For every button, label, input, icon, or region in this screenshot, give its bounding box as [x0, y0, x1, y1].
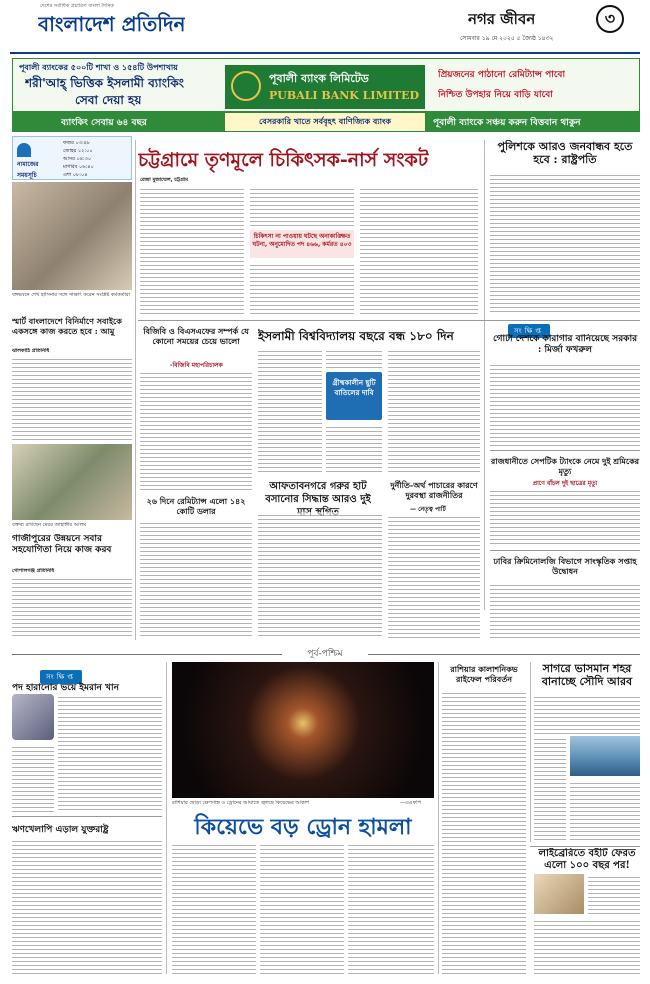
- islamic-body-col1: [258, 348, 322, 474]
- ad-right-line1: প্রিয়জনের পাঠানো রেমিট্যান্স পাবো: [438, 70, 566, 80]
- ad-left-line1: পূবালী ব্যাংকের ৫০০টি শাখা ও ১৫৪টি উপশাখায়: [19, 63, 178, 72]
- president-photo[interactable]: [12, 182, 132, 290]
- page-number: ৩: [596, 5, 624, 33]
- lead-byline: রেজা মুজাম্মেল, চট্টগ্রাম: [140, 177, 189, 183]
- smart-headline[interactable]: স্মার্ট বাংলাদেশে বিনির্মাণে সবাইকে একসঙ্গে কাজ করতে হবে : আমু: [12, 316, 122, 336]
- ad-right-line2: নিশ্চিত উপহার নিয়ে বাড়ি যাবো: [438, 90, 553, 100]
- prayer-row: এশা ০৮:০৪: [63, 172, 88, 178]
- islamic-body-col4: [388, 348, 480, 474]
- region-divider-left: [12, 654, 282, 655]
- saudi-body-2: [534, 736, 566, 840]
- fakhrul-headline[interactable]: গোটা দেশকে কারাগার বানিয়েছে সরকার : মির্জা ফখরুল: [492, 334, 638, 355]
- kiev-body-col2: [260, 842, 344, 974]
- bank-logo: [225, 65, 425, 109]
- ad-bottom-left: ব্যাংকিং সেবায় ৬৪ বছর: [61, 118, 147, 128]
- corruption-headline[interactable]: দুর্নীতি-অর্থ পাচারের কারণে দুরবস্থা রাজনীতির: [390, 480, 478, 500]
- bank-name-bn: পূবালী ব্যাংক লিমিটেড: [269, 72, 369, 85]
- russia-body: [442, 690, 526, 974]
- lead-body-col3: [250, 262, 354, 316]
- saudi-headline[interactable]: সাগরে ভাসমান শহর বানাচ্ছে সৌদি আরব: [541, 662, 633, 688]
- aftabnagar-headline[interactable]: আফতাবনগরে গরুর হাট বসানোর সিদ্ধান্ত আরও দুই: [265, 481, 371, 505]
- prayer-row: আসর ০৪:৩০: [63, 156, 92, 162]
- library-body-2: [534, 918, 640, 974]
- paper-tagline: দেশের সর্বাধিক প্রচারিত বাংলা দৈনিক: [40, 3, 114, 9]
- kiev-headline[interactable]: কিয়েভে বড় ড্রোন হামলা: [194, 815, 412, 840]
- imran-body: [58, 694, 162, 812]
- kiev-photo[interactable]: [172, 662, 434, 798]
- library-photo[interactable]: [534, 874, 584, 914]
- prayer-title: নামাজের সময়সূচি: [17, 161, 39, 179]
- bgb-headline[interactable]: বিজিবি ও বিএসএফের সম্পর্ক যে কোনো সময়ের চেয়ে ভালো: [143, 326, 249, 346]
- gazipur-body: [12, 576, 132, 636]
- criminology-body: [490, 582, 640, 638]
- library-body-1: [588, 874, 640, 914]
- lead-headline[interactable]: চট্টগ্রামে তৃণমূলে চিকিৎসক-নার্স সংকট: [138, 149, 429, 171]
- remittance-body: [140, 520, 252, 638]
- photo-caption: বঙ্গভবনে শেখ হাসিনার সঙ্গে সাক্ষাৎ করেন সংশ্লিষ্ট কর্মকর্তারা: [12, 292, 131, 298]
- paper-name[interactable]: বাংলাদেশ প্রতিদিন: [38, 12, 186, 36]
- remittance-headline[interactable]: ২৬ দিনে রেমিট্যান্স এলো ১৪২ কোটি ডলার: [146, 496, 246, 516]
- brief-badge-2: সংক্ষিপ্ত: [40, 664, 82, 684]
- bgb-body: [140, 370, 252, 490]
- criminology-headline[interactable]: ঢাবির ক্রিমিনোলজি বিভাগে সাংস্কৃতিক সপ্তাহ উদ্বোধন: [493, 556, 637, 576]
- masthead: [0, 0, 650, 56]
- kiev-body-col1: [172, 842, 256, 974]
- region-label: পূর্ব-পশ্চিম: [307, 649, 343, 659]
- ad-left-line3: সেবা দেয়া হয়: [75, 93, 142, 107]
- prayer-row: মাগরিব ০৬:৪০: [63, 164, 94, 170]
- bgb-sub: -বিজিবি মহাপরিচালক: [170, 362, 223, 369]
- imran-photo[interactable]: [12, 694, 54, 740]
- pubali-ad[interactable]: [12, 58, 640, 132]
- ad-bottom-mid: বেসরকারি খাতে সর্ববৃহৎ বাণিজ্যিক ব্যাংক: [225, 113, 425, 131]
- section-name: নগর জীবন: [468, 10, 536, 28]
- prayer-row: ফজর ০৩:৪৮: [63, 140, 91, 146]
- lead-body-col2: [250, 186, 354, 226]
- region-divider-right: [368, 654, 640, 655]
- ad-bottom-right: পূবালী ব্যাংকে সঞ্চয় করুন বিত্তবান থাকুন: [433, 118, 581, 128]
- gazipur-caption: বক্তব্য রাখছেন মেয়র জাহাঙ্গীর আলম: [12, 522, 87, 528]
- library-headline[interactable]: লাইব্রেরিতে বইটি ফেরত এলো ১০০ বছর পর!: [538, 848, 636, 871]
- president-headline[interactable]: পুলিশকে আরও জনবান্ধব হতে হবে : রাষ্ট্রপতি: [497, 140, 633, 166]
- saudi-body-1: [534, 694, 640, 734]
- islamic-body-col2: [326, 348, 382, 370]
- prayer-row: জোহর ১২:০০: [63, 148, 93, 154]
- septic-headline[interactable]: রাজধানীতে সেপটিক ট্যাংকে নেমে দুই শ্রমিকের মৃত্যু: [490, 456, 640, 476]
- islamic-body-col3: [326, 424, 382, 474]
- aftabnagar-body: [258, 512, 382, 638]
- bank-name-en: PUBALI BANK LIMITED: [269, 89, 419, 102]
- kiev-credit: —এএফপি: [400, 800, 422, 806]
- imran-headline[interactable]: পদ হারানোর ভয়ে ইমরান খান: [12, 683, 119, 693]
- lead-body-col1: [140, 186, 244, 316]
- saudi-photo[interactable]: [570, 736, 640, 776]
- mosque-icon: [17, 143, 31, 157]
- saudi-body-3: [570, 780, 640, 840]
- lead-highlight-box: চিকিৎসা না পাওয়ায় ঘটছে অনাকাঙ্ক্ষিত ঘটনা, অনুমোদিত পদ ৪৬৬, কর্মরত ৪০৩: [250, 230, 354, 258]
- islamic-headline[interactable]: ইসলামী বিশ্ববিদ্যালয় বছরে বন্ধ ১৮০ দিন: [258, 329, 454, 343]
- lead-body-col4: [360, 186, 478, 316]
- imran-body-2: [12, 744, 54, 812]
- date-line: সোমবার ১৯ মে ২০২৫ ৫ জ্যৈষ্ঠ ১৪৩২: [460, 35, 554, 42]
- russia-headline[interactable]: রাশিয়ার কালাশনিকভ রাইফেল পরিবর্তন: [450, 664, 518, 684]
- septic-sub: প্রাণে বাঁচল দুই ছাত্রের মৃত্যু: [532, 480, 598, 487]
- islamic-box: গ্রীষ্মকালীন ছুটি বাতিলের দাবি: [326, 372, 382, 420]
- brief-badge-1: সংক্ষিপ্ত: [508, 318, 550, 338]
- septic-body: [490, 488, 640, 546]
- loan-body: [12, 838, 162, 974]
- president-body: [490, 172, 640, 312]
- prayer-times: [12, 136, 132, 180]
- gazipur-headline[interactable]: গাজীপুরের উন্নয়নে সবার সহযোগিতা নিয়ে কাজ করব: [12, 534, 112, 555]
- kiev-caption: রাশিয়ার ছোড়া ক্ষেপণাস্ত্র ও ড্রোনের আঘাতে জ্বলছে কিয়েভের আকাশ: [172, 800, 310, 806]
- smart-byline: ঝালকাঠি প্রতিনিধি: [12, 348, 50, 354]
- masthead-divider: [10, 52, 640, 54]
- bank-emblem-icon: [231, 71, 261, 101]
- gazipur-byline: গোপালগঞ্জ প্রতিনিধি: [12, 568, 55, 574]
- kiev-body-col3: [348, 842, 434, 974]
- smart-body: [12, 356, 132, 440]
- gazipur-photo[interactable]: [12, 444, 132, 520]
- corruption-sub: — নেতৃত্ব পার্টি: [410, 506, 446, 513]
- corruption-body: [388, 514, 480, 638]
- ad-left-line2: শরী'আহ্ ভিত্তিক ইসলামী ব্যাংকিং: [25, 76, 184, 90]
- loan-headline[interactable]: ঋণখেলাপি এড়াল যুক্তরাষ্ট্র: [12, 825, 109, 835]
- fakhrul-body: [490, 362, 640, 446]
